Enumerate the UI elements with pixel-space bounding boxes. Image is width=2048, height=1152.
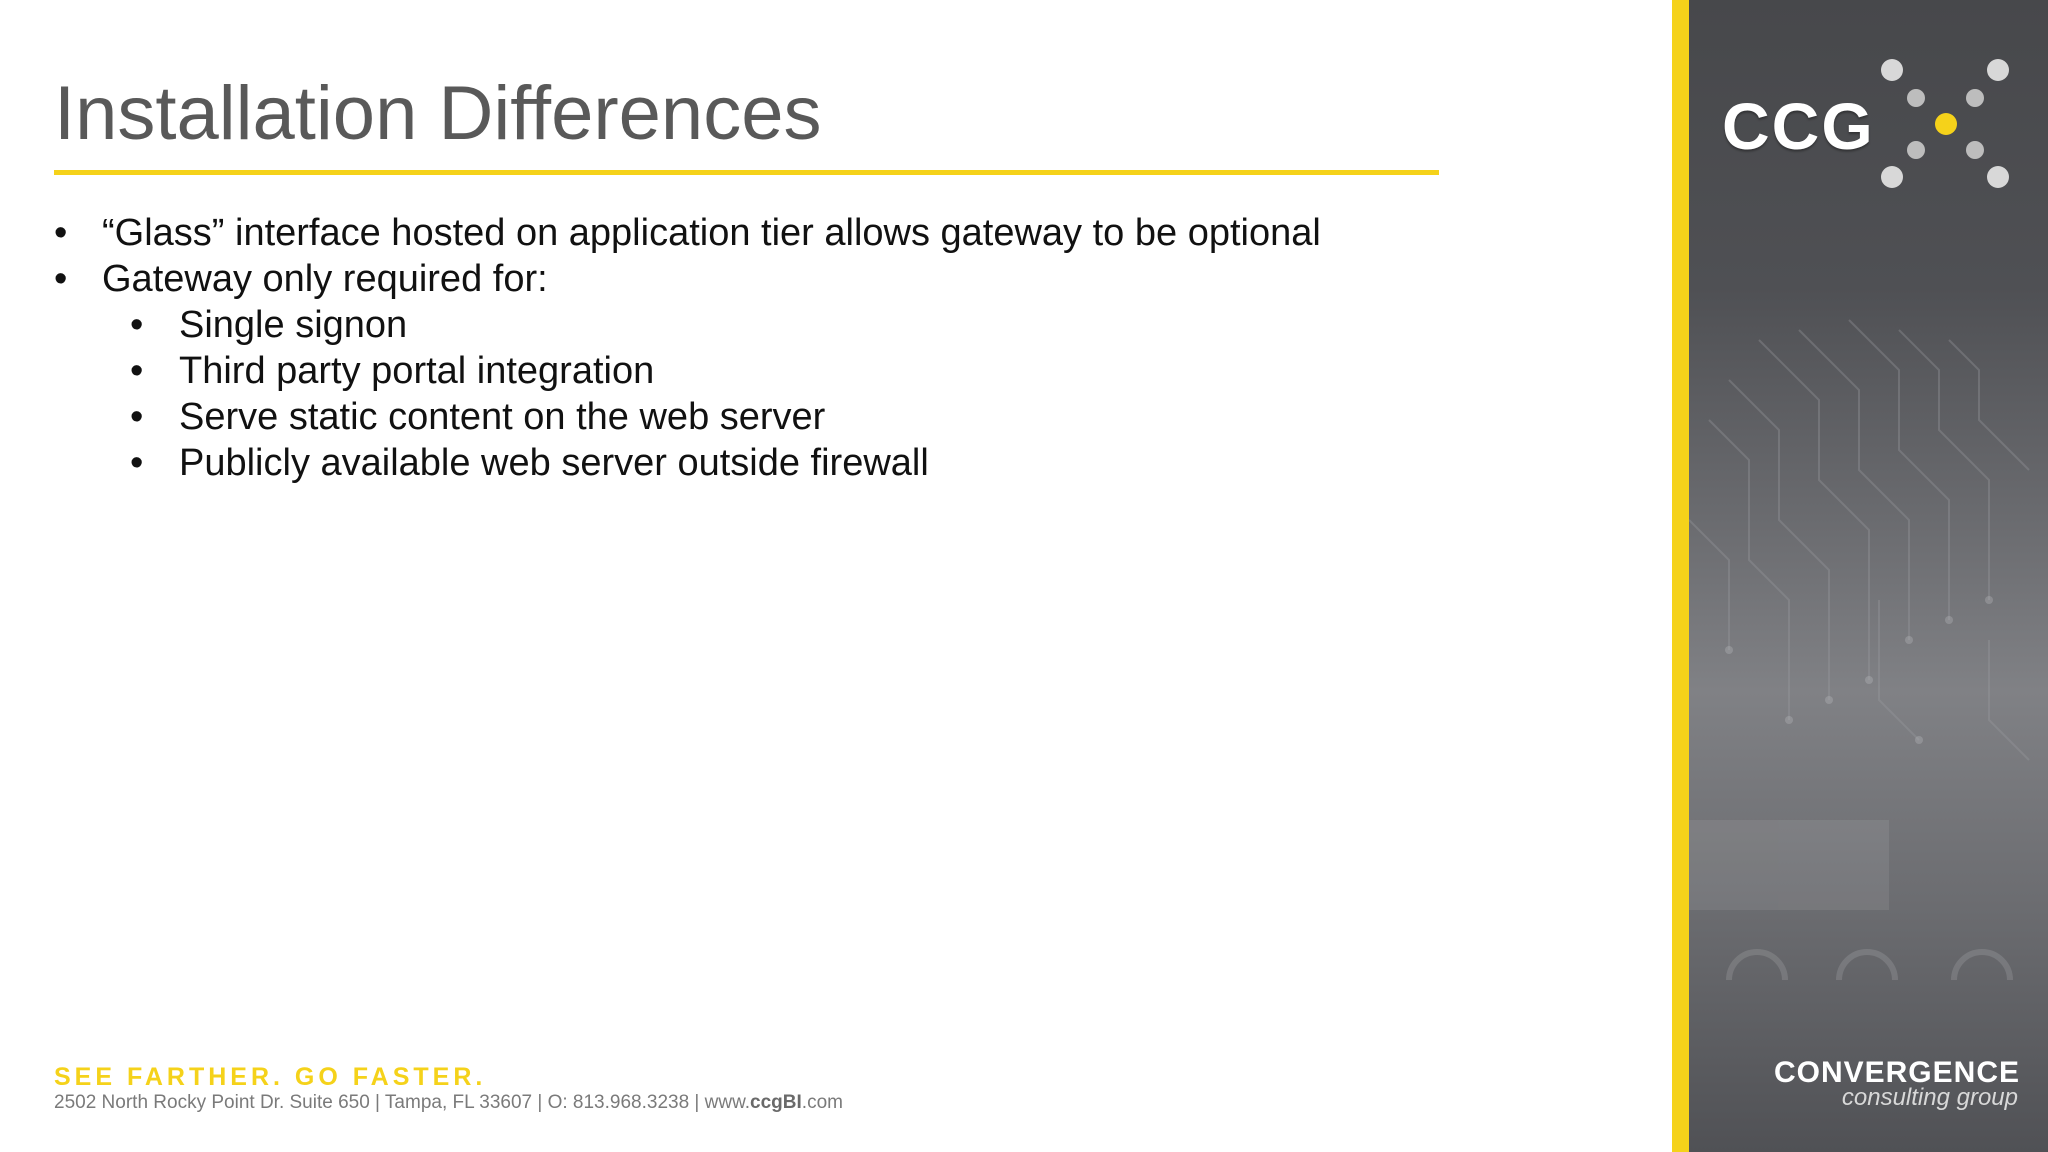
brand-panel xyxy=(1672,0,2048,1152)
bullet-text: Publicly available web server outside firewall xyxy=(179,442,929,484)
bullet-dot-icon: • xyxy=(130,304,144,346)
accent-stripe xyxy=(1672,0,1689,1152)
address-domain: ccgBI xyxy=(750,1092,802,1113)
address-prefix: 2502 North Rocky Point Dr. Suite 650 | Tampa, FL 33607 | O: 813.968.3238 | www. xyxy=(54,1092,751,1113)
bullet-list xyxy=(54,210,1614,486)
brand-name: CONVERGENCE xyxy=(1773,1056,2020,1089)
bullet-text: Gateway only required for: xyxy=(102,258,548,300)
bullet-dot-icon: • xyxy=(130,442,144,484)
bullet-item xyxy=(54,256,1614,302)
brand-subtitle: consulting group xyxy=(1841,1084,2018,1111)
sub-bullet-item xyxy=(54,394,1614,440)
sub-bullet-item xyxy=(54,440,1614,486)
bullet-text: Serve static content on the web server xyxy=(179,396,826,438)
sub-bullet-item xyxy=(54,302,1614,348)
bullet-dot-icon: • xyxy=(130,350,144,392)
bullet-text: Third party portal integration xyxy=(179,350,655,392)
sub-bullet-item xyxy=(54,348,1614,394)
address-suffix: .com xyxy=(801,1092,843,1113)
bullet-text: Single signon xyxy=(179,304,408,346)
title-underline xyxy=(54,170,1439,175)
bullet-dot-icon: • xyxy=(130,396,144,438)
bullet-dot-icon: • xyxy=(54,212,68,254)
slide-title: Installation Differences xyxy=(54,71,822,156)
bullet-item xyxy=(54,210,1614,256)
footer-tagline: SEE FARTHER. GO FASTER. xyxy=(54,1063,487,1091)
logo-dots-icon xyxy=(1872,50,2022,200)
ccg-logo: CCG xyxy=(1722,89,1875,163)
bullet-dot-icon: • xyxy=(54,258,68,300)
footer-address xyxy=(54,1092,843,1114)
bullet-text: “Glass” interface hosted on application tier allows gateway to be optional xyxy=(102,212,1321,254)
